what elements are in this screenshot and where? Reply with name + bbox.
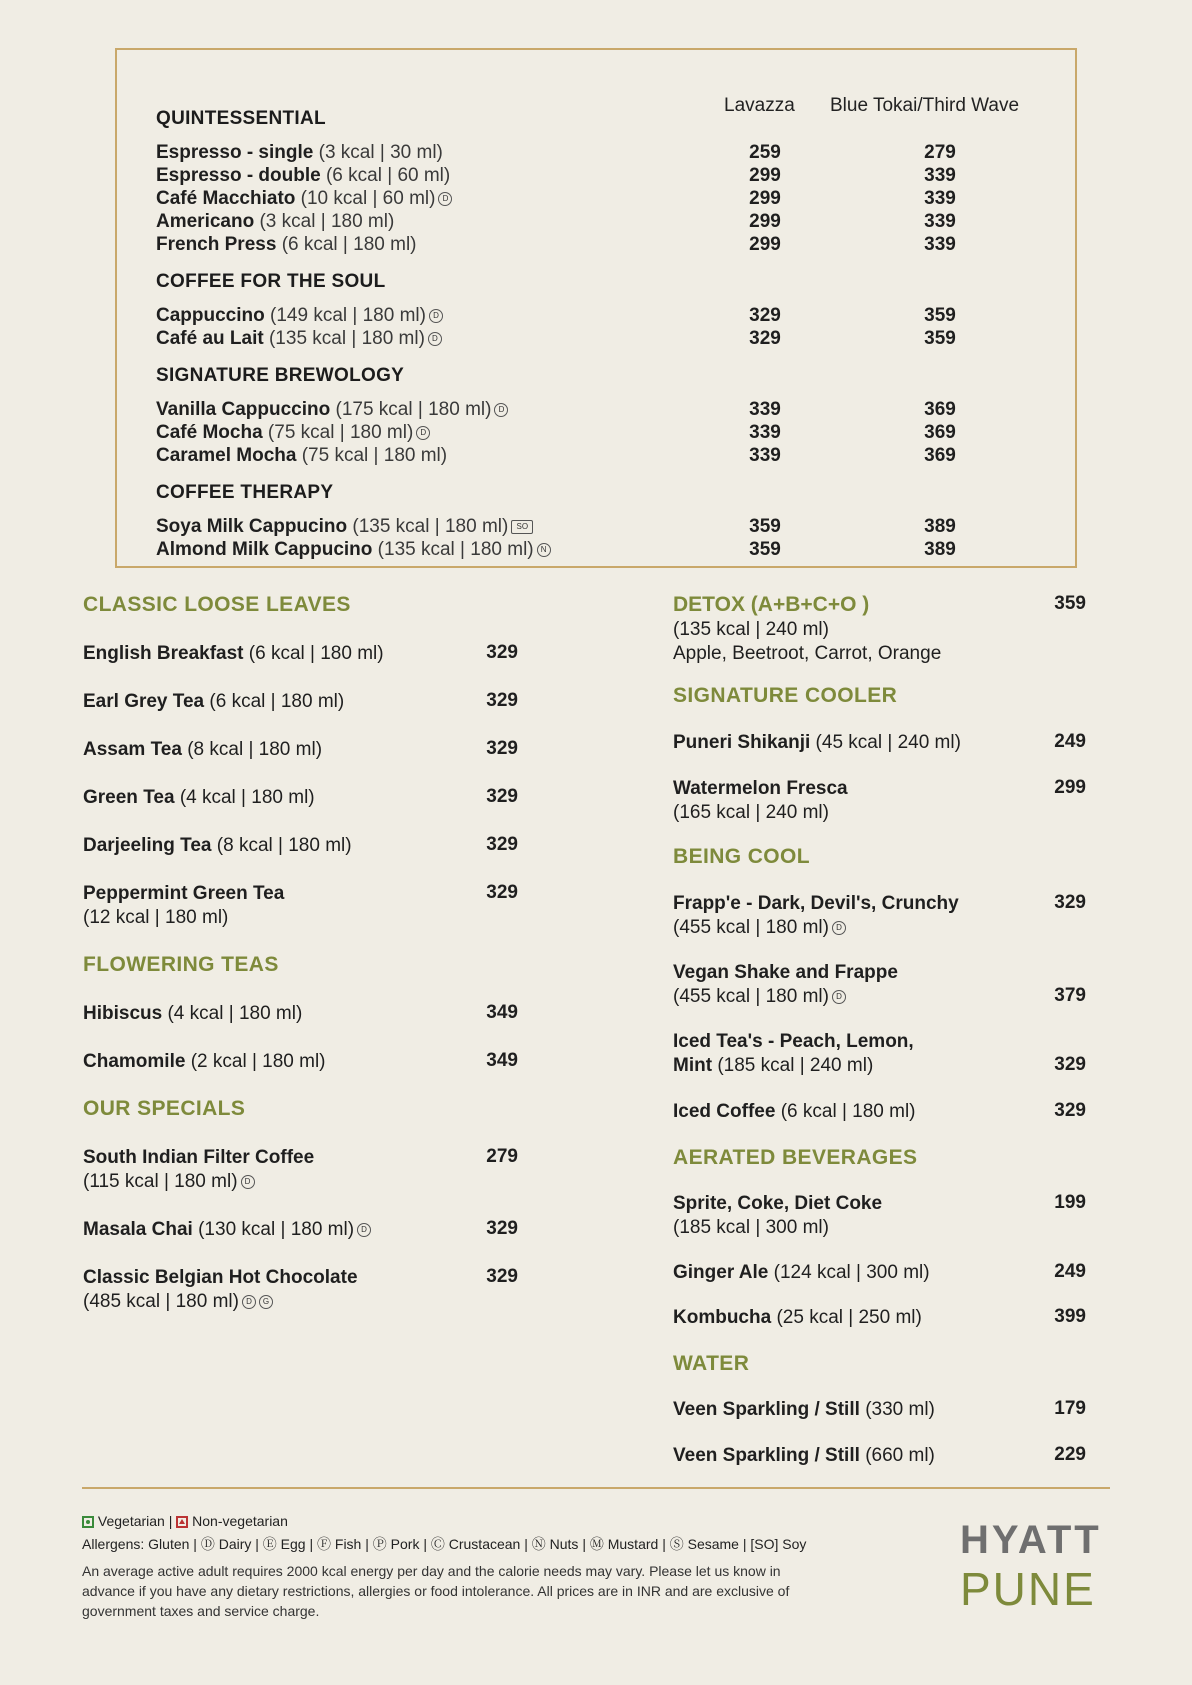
- blue-tokai-price: 359: [924, 305, 956, 326]
- item-price: 349: [486, 1050, 518, 1071]
- section-title: SIGNATURE COOLER: [673, 684, 898, 707]
- dairy-icon: D: [494, 403, 508, 417]
- blue-tokai-price: 389: [924, 539, 956, 560]
- menu-item: Green Tea (4 kcal | 180 ml): [83, 787, 315, 808]
- hyatt-logo: HYATT: [960, 1518, 1102, 1562]
- dairy-icon: D: [832, 921, 846, 935]
- coffee-item-name: Vanilla Cappuccino: [156, 399, 331, 420]
- menu-item: Masala Chai (130 kcal | 180 ml) D: [83, 1218, 371, 1242]
- coffee-item: [156, 211, 394, 233]
- item-price: 399: [1054, 1306, 1086, 1327]
- item-price: 329: [1054, 1100, 1086, 1121]
- blue-tokai-price: 359: [924, 328, 956, 349]
- coffee-item: [156, 188, 452, 210]
- menu-item: Darjeeling Tea (8 kcal | 180 ml): [83, 835, 352, 856]
- item-price: 199: [1054, 1192, 1086, 1213]
- soy-icon: SO: [511, 520, 533, 534]
- calorie-note: An average active adult requires 2000 kcal energy per day and the calorie needs may vary. Please let us know in: [82, 1563, 781, 1579]
- lavazza-price: 339: [749, 445, 781, 466]
- menu-item: Watermelon Fresca (165 kcal | 240 ml): [673, 778, 848, 823]
- coffee-section-title: SIGNATURE BREWOLOGY: [156, 365, 405, 386]
- item-price: 329: [486, 642, 518, 663]
- item-price: 329: [1054, 892, 1086, 913]
- coffee-item: [156, 516, 533, 538]
- coffee-item: [156, 305, 443, 327]
- item-price: 329: [486, 834, 518, 855]
- coffee-item: [156, 445, 447, 467]
- menu-item: Kombucha (25 kcal | 250 ml): [673, 1307, 922, 1328]
- item-price: 229: [1054, 1444, 1086, 1465]
- menu-item: Chamomile (2 kcal | 180 ml): [83, 1051, 326, 1072]
- coffee-item-detail: (6 kcal | 60 ml): [325, 165, 451, 186]
- coffee-section-title: QUINTESSENTIAL: [156, 108, 326, 129]
- pune-logo: PUNE: [960, 1563, 1096, 1615]
- item-price: 299: [1054, 777, 1086, 798]
- section-title: OUR SPECIALS: [83, 1097, 246, 1120]
- coffee-item: [156, 422, 430, 444]
- lavazza-price: 359: [749, 516, 781, 537]
- coffee-item: [156, 142, 443, 164]
- non-vegetarian-icon: [176, 1516, 188, 1528]
- lavazza-price: 329: [749, 305, 781, 326]
- coffee-item: [156, 165, 450, 187]
- menu-item: Sprite, Coke, Diet Coke (185 kcal | 300 ml): [673, 1193, 883, 1238]
- coffee-item: [156, 328, 442, 350]
- menu-item: Veen Sparkling / Still (330 ml): [673, 1399, 935, 1420]
- section-title: WATER: [673, 1352, 750, 1375]
- coffee-item-name: Café Macchiato: [156, 188, 296, 209]
- item-price: 329: [486, 1218, 518, 1239]
- coffee-item: [156, 234, 417, 256]
- column-header-lavazza: Lavazza: [724, 95, 795, 116]
- coffee-item-detail: (135 kcal | 180 ml): [352, 516, 509, 537]
- item-price: 279: [486, 1146, 518, 1167]
- item-price: 179: [1054, 1398, 1086, 1419]
- menu-item: Veen Sparkling / Still (660 ml): [673, 1445, 935, 1466]
- coffee-item-name: Soya Milk Cappucino: [156, 516, 348, 537]
- diet-legend: Vegetarian | Non-vegetarian: [82, 1513, 288, 1529]
- section-title: CLASSIC LOOSE LEAVES: [83, 593, 351, 616]
- menu-item: Hibiscus (4 kcal | 180 ml): [83, 1003, 303, 1024]
- footer-divider: [82, 1487, 1110, 1489]
- menu-item: Vegan Shake and Frappe (455 kcal | 180 ml) D: [673, 962, 898, 1007]
- lavazza-price: 329: [749, 328, 781, 349]
- menu-item: Iced Coffee (6 kcal | 180 ml): [673, 1101, 916, 1122]
- item-price: 329: [486, 786, 518, 807]
- menu-item: Frapp'e - Dark, Devil's, Crunchy (455 kcal | 180 ml) D: [673, 893, 959, 938]
- coffee-item: [156, 399, 508, 421]
- blue-tokai-price: 369: [924, 445, 956, 466]
- menu-item: Assam Tea (8 kcal | 180 ml): [83, 739, 323, 760]
- coffee-item-name: Caramel Mocha: [156, 445, 297, 466]
- calorie-note: government taxes and service charge.: [82, 1603, 320, 1619]
- lavazza-price: 359: [749, 539, 781, 560]
- item-price: 329: [1054, 1054, 1086, 1075]
- lavazza-price: 299: [749, 188, 781, 209]
- blue-tokai-price: 369: [924, 399, 956, 420]
- coffee-item-name: Espresso - double: [156, 165, 321, 186]
- item-price: 329: [486, 1266, 518, 1287]
- blue-tokai-price: 339: [924, 165, 956, 186]
- coffee-item-detail: (75 kcal | 180 ml): [267, 422, 414, 443]
- allergen-legend: Allergens: Gluten | Ⓓ Dairy | Ⓔ Egg | Ⓕ Fish | Ⓟ Pork | Ⓒ Crustacean | Ⓝ Nuts | Ⓜ Mustard | Ⓢ Sesame | [SO] Soy: [82, 1536, 807, 1552]
- dairy-icon: D: [357, 1223, 371, 1237]
- menu-item: Ginger Ale (124 kcal | 300 ml): [673, 1262, 930, 1283]
- coffee-section-title: COFFEE FOR THE SOUL: [156, 271, 386, 292]
- blue-tokai-price: 339: [924, 234, 956, 255]
- blue-tokai-price: 389: [924, 516, 956, 537]
- blue-tokai-price: 279: [924, 142, 956, 163]
- lavazza-price: 299: [749, 234, 781, 255]
- menu-item: Puneri Shikanji (45 kcal | 240 ml): [673, 732, 961, 753]
- dairy-icon: D: [429, 309, 443, 323]
- blue-tokai-price: 339: [924, 188, 956, 209]
- dairy-icon: D: [242, 1295, 256, 1309]
- coffee-item-name: Café au Lait: [156, 328, 264, 349]
- lavazza-price: 259: [749, 142, 781, 163]
- lavazza-price: 299: [749, 165, 781, 186]
- menu-item: Iced Tea's - Peach, Lemon, Mint (185 kcal | 240 ml): [673, 1031, 914, 1076]
- item-price: 249: [1054, 731, 1086, 752]
- item-price: 359: [1054, 593, 1086, 614]
- coffee-item-detail: (149 kcal | 180 ml): [270, 305, 426, 326]
- nuts-icon: N: [537, 543, 551, 557]
- section-title: BEING COOL: [673, 845, 811, 868]
- dairy-icon: D: [438, 192, 452, 206]
- coffee-item-detail: (6 kcal | 180 ml): [281, 234, 417, 255]
- calorie-note: advance if you have any dietary restrictions, allergies or food intolerance. All prices are in INR and are exclusive of: [82, 1583, 790, 1599]
- coffee-item-name: Cappuccino: [156, 305, 265, 326]
- coffee-item-detail: (3 kcal | 180 ml): [259, 211, 395, 232]
- coffee-item-name: Espresso - single: [156, 142, 314, 163]
- coffee-item-detail: (3 kcal | 30 ml): [318, 142, 443, 163]
- dairy-icon: D: [832, 990, 846, 1004]
- coffee-item-detail: (75 kcal | 180 ml): [301, 445, 448, 466]
- menu-item-detox: DETOX (A+B+C+O ) (135 kcal | 240 ml) Apple, Beetroot, Carrot, Orange: [673, 593, 942, 664]
- menu-item: Peppermint Green Tea (12 kcal | 180 ml): [83, 883, 285, 928]
- section-title: AERATED BEVERAGES: [673, 1146, 918, 1169]
- dairy-icon: D: [241, 1175, 255, 1189]
- blue-tokai-price: 339: [924, 211, 956, 232]
- coffee-item-detail: (135 kcal | 180 ml): [268, 328, 425, 349]
- menu-item: South Indian Filter Coffee (115 kcal | 180 ml) D: [83, 1147, 315, 1192]
- item-price: 329: [486, 738, 518, 759]
- dairy-icon: D: [428, 332, 442, 346]
- vegetarian-icon: [82, 1516, 94, 1528]
- column-header-blue-tokai: Blue Tokai/Third Wave: [830, 95, 1020, 116]
- coffee-item-name: Americano: [156, 211, 255, 232]
- item-price: 349: [486, 1002, 518, 1023]
- menu-item: Classic Belgian Hot Chocolate (485 kcal | 180 ml) D G: [83, 1267, 358, 1312]
- coffee-item: [156, 539, 551, 561]
- dairy-icon: D: [416, 426, 430, 440]
- coffee-item-name: Almond Milk Cappucino: [156, 539, 373, 560]
- gluten-icon: G: [259, 1295, 273, 1309]
- lavazza-price: 339: [749, 422, 781, 443]
- menu-item: Earl Grey Tea (6 kcal | 180 ml): [83, 691, 345, 712]
- blue-tokai-price: 369: [924, 422, 956, 443]
- menu-item: English Breakfast (6 kcal | 180 ml): [83, 643, 384, 664]
- item-price: 329: [486, 690, 518, 711]
- section-title: FLOWERING TEAS: [83, 953, 279, 976]
- item-price: 249: [1054, 1261, 1086, 1282]
- coffee-item-name: Café Mocha: [156, 422, 263, 443]
- coffee-item-detail: (135 kcal | 180 ml): [377, 539, 534, 560]
- item-price: 379: [1054, 985, 1086, 1006]
- coffee-item-detail: (10 kcal | 60 ml): [300, 188, 436, 209]
- item-price: 329: [486, 882, 518, 903]
- lavazza-price: 339: [749, 399, 781, 420]
- coffee-section-title: COFFEE THERAPY: [156, 482, 334, 503]
- lavazza-price: 299: [749, 211, 781, 232]
- coffee-item-name: French Press: [156, 234, 277, 255]
- coffee-item-detail: (175 kcal | 180 ml): [335, 399, 492, 420]
